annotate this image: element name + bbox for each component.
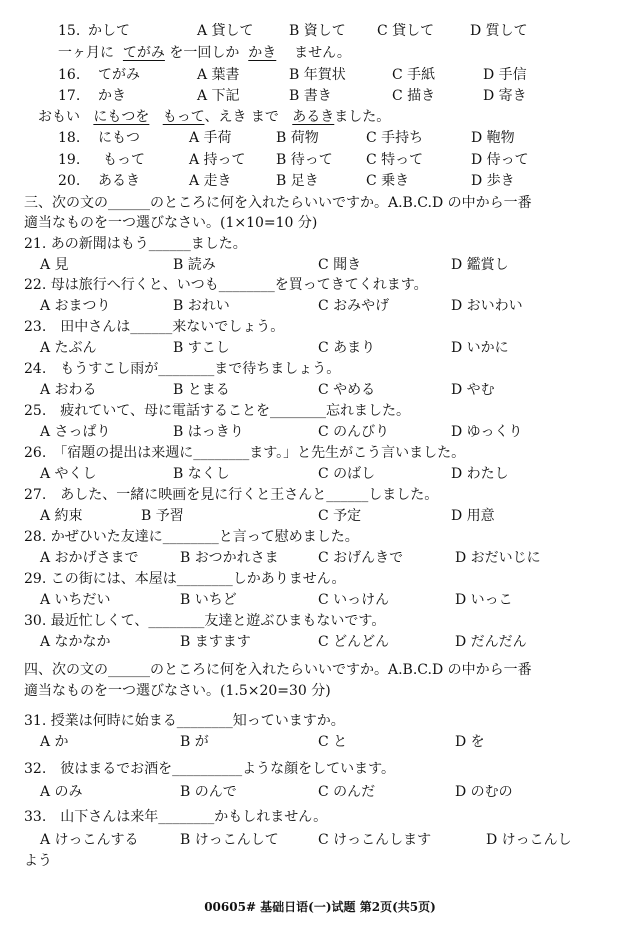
option-b: B 足き: [276, 173, 319, 189]
option-b: B 待って: [276, 152, 333, 168]
passage-text: ません。: [294, 45, 351, 61]
option-a: A 下記: [197, 88, 240, 104]
option-b: B けっこんして: [180, 832, 279, 848]
option-c: C のんびり: [318, 424, 390, 440]
question-26-stem: 26. 「宿題の提出は来週に________ます。」と先生がこう言いました。: [24, 445, 466, 461]
question-33-stem: 33. 山下さんは来年________かもしれません。: [24, 809, 328, 825]
option-d: D ゆっくり: [451, 424, 523, 440]
option-a: A さっぱり: [40, 424, 111, 440]
option-b: B すこし: [173, 340, 230, 356]
option-b: B おつかれさま: [180, 550, 279, 566]
option-b: B はっきり: [173, 424, 244, 440]
option-a: A 貸して: [197, 23, 254, 39]
passage-text: 、えき まで: [204, 109, 279, 125]
option-a: A おまつり: [40, 298, 111, 314]
option-c: C あまり: [318, 340, 376, 356]
option-c: C いっけん: [318, 592, 390, 608]
question-stem: もって: [103, 152, 145, 168]
option-c: C けっこんします: [318, 832, 432, 848]
question-number: 18.: [58, 130, 81, 146]
question-stem: かき: [98, 88, 126, 104]
option-c: C 乗き: [366, 173, 410, 189]
option-a: A おかげさまで: [40, 550, 139, 566]
option-a: A 葉書: [197, 67, 240, 83]
option-c: C 聞き: [318, 257, 362, 273]
question-stem: にもつ: [98, 130, 140, 146]
question-stem: かして: [88, 23, 130, 39]
option-d: D 質して: [470, 23, 528, 39]
question-stem: てがみ: [98, 67, 140, 83]
option-d: D いっこ: [455, 592, 513, 608]
option-d: D 鑑賞し: [451, 257, 509, 273]
question-33-option-d-continued: よう: [24, 853, 52, 869]
passage-text: 一ヶ月に: [58, 45, 114, 61]
option-c: C 手紙: [392, 67, 436, 83]
option-c: C 貸して: [377, 23, 435, 39]
question-30-stem: 30. 最近忙しくて、________友達と遊ぶひまもないです。: [24, 613, 386, 629]
option-a: A なかなか: [40, 634, 111, 650]
option-a: A おわる: [40, 382, 97, 398]
option-a: A けっこんする: [40, 832, 139, 848]
option-d: D わたし: [451, 466, 509, 482]
question-32-stem: 32. 彼はまるでお酒を__________ような顔をしています。: [24, 761, 396, 777]
option-a: A いちだい: [40, 592, 111, 608]
underlined-word: てがみ: [122, 45, 165, 61]
option-a: A 走き: [189, 173, 232, 189]
question-22-stem: 22. 母は旅行へ行くと、いつも________を買ってきてくれます。: [24, 277, 428, 293]
option-b: B 読み: [173, 257, 216, 273]
option-a: A 持って: [189, 152, 246, 168]
option-a: A やくし: [40, 466, 97, 482]
option-b: B 荷物: [276, 130, 319, 146]
option-c: C 描き: [392, 88, 436, 104]
question-31-stem: 31. 授業は何時に始まる________知っていますか。: [24, 713, 345, 729]
option-d: D のむの: [455, 784, 513, 800]
option-d: D 侍って: [471, 152, 529, 168]
underlined-word: あるき: [292, 109, 335, 125]
section-4-heading: 四、次の文の______のところに何を入れたらいいですか。A.B.C.D の中から一番: [24, 662, 532, 678]
question-25-stem: 25. 疲れていて、母に電話することを________忘れました。: [24, 403, 410, 419]
option-b: B のんで: [180, 784, 237, 800]
option-b: B 書き: [289, 88, 332, 104]
option-b: B 年賀状: [289, 67, 346, 83]
option-d: D を: [455, 734, 485, 750]
passage-1: [58, 44, 351, 62]
option-d: D けっこんし: [486, 832, 572, 848]
question-21-stem: 21. あの新聞はもう______ました。: [24, 236, 247, 252]
option-d: D 手信: [483, 67, 527, 83]
option-a: A のみ: [40, 784, 83, 800]
option-d: D おいわい: [451, 298, 523, 314]
question-number: 16.: [58, 67, 81, 83]
question-23-stem: 23. 田中さんは______来ないでしょう。: [24, 319, 285, 335]
option-c: C おげんきで: [318, 550, 404, 566]
question-29-stem: 29. この街には、本屋は________しかありません。: [24, 571, 346, 587]
option-c: C おみやげ: [318, 298, 390, 314]
option-a: A か: [40, 734, 69, 750]
question-number: 17.: [58, 88, 81, 104]
section-4-instruction: 適当なものを一つ選びなさい。(1.5×20=30 分): [24, 683, 331, 699]
underlined-word: にもつを: [93, 109, 150, 125]
passage-text: ました。: [334, 109, 391, 125]
option-b: B ますます: [180, 634, 251, 650]
underlined-word: もって: [162, 109, 205, 125]
option-c: C と: [318, 734, 348, 750]
option-b: B 予習: [141, 508, 184, 524]
option-a: A 手荷: [189, 130, 232, 146]
option-c: C どんどん: [318, 634, 390, 650]
option-d: D おだいじに: [455, 550, 541, 566]
option-d: D だんだん: [455, 634, 527, 650]
page-footer: 00605# 基础日语(一)试题 第2页(共5页): [204, 900, 436, 914]
option-b: B が: [180, 734, 209, 750]
option-a: A 見: [40, 257, 69, 273]
section-3-heading: 三、次の文の______のところに何を入れたらいいですか。A.B.C.D の中から一番: [24, 195, 532, 211]
option-a: A たぶん: [40, 340, 97, 356]
option-a: A 約束: [40, 508, 83, 524]
option-c: C のばし: [318, 466, 376, 482]
question-28-stem: 28. かぜひいた友達に________と言って慰めました。: [24, 529, 359, 545]
option-d: D 鞄物: [471, 130, 515, 146]
passage-text: を一回しか: [169, 45, 240, 61]
option-d: D いかに: [451, 340, 509, 356]
option-c: C 手持ち: [366, 130, 424, 146]
question-number: 15.: [58, 23, 81, 39]
passage-text: おもい: [38, 109, 80, 125]
question-27-stem: 27. あした、一緒に映画を見に行くと王さんと______しました。: [24, 487, 439, 503]
question-24-stem: 24. もうすこし雨が________まで待ちましょう。: [24, 361, 341, 377]
option-d: D 寄き: [483, 88, 527, 104]
section-3-instruction: 適当なものを一つ選びなさい。(1×10=10 分): [24, 215, 318, 231]
option-c: C 予定: [318, 508, 362, 524]
option-b: B おれい: [173, 298, 230, 314]
option-b: B なくし: [173, 466, 230, 482]
option-d: D やむ: [451, 382, 495, 398]
question-stem: あるき: [98, 173, 140, 189]
underlined-word: かき: [248, 45, 277, 61]
option-c: C 特って: [366, 152, 424, 168]
option-c: C のんだ: [318, 784, 376, 800]
option-c: C やめる: [318, 382, 376, 398]
option-b: B 資して: [289, 23, 346, 39]
question-number: 20.: [58, 173, 81, 189]
option-d: D 歩き: [471, 173, 515, 189]
option-d: D 用意: [451, 508, 495, 524]
question-number: 19.: [58, 152, 81, 168]
option-b: B いちど: [180, 592, 237, 608]
passage-2: [38, 108, 390, 126]
option-b: B とまる: [173, 382, 230, 398]
